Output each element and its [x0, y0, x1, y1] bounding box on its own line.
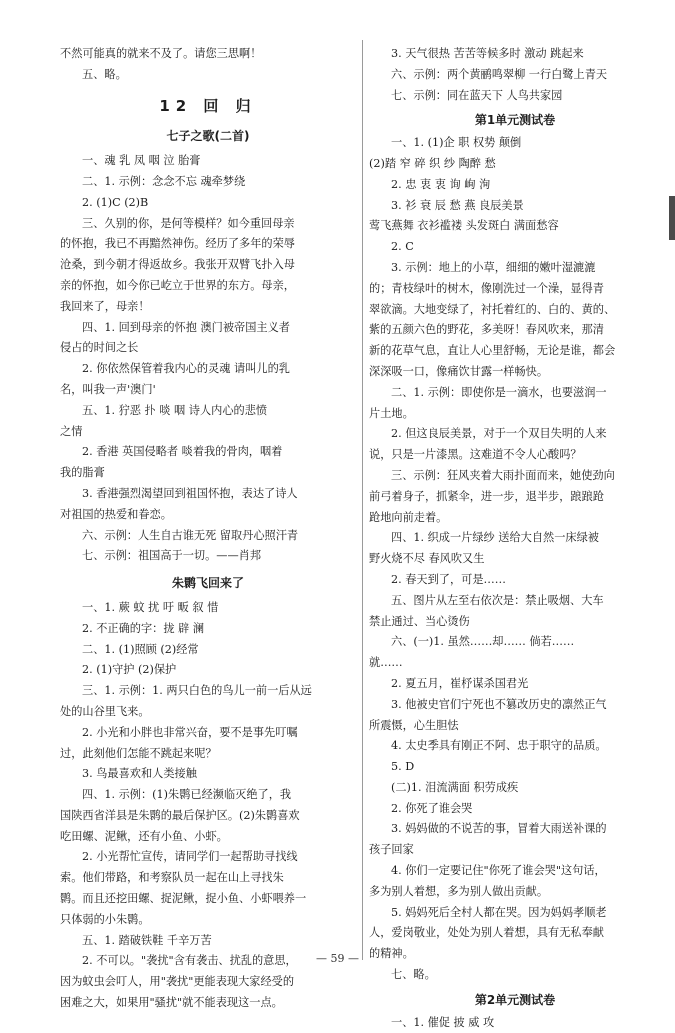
answer-line: 深深吸一口，像痛饮甘露一样畅快。 — [369, 364, 549, 378]
answer-line: 七、略。 — [391, 968, 436, 982]
answer-line: 四、1. 织成一片绿纱 送给大自然一床绿被 — [391, 531, 599, 545]
answer-line: 4. 太史季具有刚正不阿、忠于职守的品质。 — [391, 739, 607, 753]
answer-line: 因为蚊虫会叮人，用"袭扰"更能表现大家经受的 — [60, 975, 295, 989]
answer-line: 翠欲滴。大地变绿了，衬托着红的、白的、黄的、 — [369, 302, 616, 316]
answer-line: 5. 妈妈死后全村人都在哭。因为妈妈孝顺老 — [391, 905, 607, 919]
answer-line: 人，爱岗敬业，处处为别人着想，具有无私奉献 — [369, 926, 604, 940]
answer-line: 2. 不可以。"袭扰"含有袭击、扰乱的意思， — [82, 954, 297, 968]
answer-line: 名，叫我一声'澳门' — [60, 382, 156, 396]
answer-line: 之情 — [60, 424, 83, 438]
answer-line: 的怀抱，我已不再黯然神伤。经历了多年的荣辱 — [60, 237, 295, 251]
answer-line: 3. 天气很热 苦苦等候多时 激动 跳起来 — [391, 47, 584, 60]
answer-line: 片土地。 — [369, 406, 414, 420]
answer-line: 一、魂 乳 凤 咽 泣 胎膏 — [82, 154, 201, 168]
answer-line: 六、示例：两个黄鹂鸣翠柳 一行白鹭上青天 — [391, 67, 608, 81]
answer-line: 3. 妈妈做的不说苦的事，冒着大雨送补课的 — [391, 822, 607, 836]
left-column — [60, 44, 356, 1014]
page-edge-tab — [669, 196, 675, 240]
answer-line: 困难之大，如果用"骚扰"就不能表现这一点。 — [60, 996, 283, 1010]
column-divider — [362, 40, 363, 960]
answer-line: 五、图片从左至右依次是：禁止吸烟、大车 — [391, 593, 604, 607]
answer-line: 只体弱的小朱鹮。 — [60, 912, 150, 926]
unit-test-title: 第1单元测试卷 — [474, 113, 556, 128]
answer-line: 侵占的时间之长 — [60, 341, 139, 355]
answer-line: 一、1. 催促 披 威 攻 — [391, 1015, 495, 1029]
answer-line: 三、1. 示例：1. 两只白色的鸟儿一前一后从远 — [82, 684, 312, 698]
answer-line: 3. 衫 衰 辰 愁 燕 良辰美景 — [391, 198, 524, 212]
answer-line: 五、1. 踏破铁鞋 千辛万苦 — [82, 933, 212, 947]
answer-line: 新的花草气息，直让人心里舒畅，无论是谁，都会 — [369, 344, 616, 358]
answer-line: 多为别人着想，多为别人做出贡献。 — [369, 884, 549, 898]
answer-line: 所震慑，心生胆怯 — [369, 718, 459, 732]
right-column — [369, 44, 661, 1033]
answer-line: 国陕西省洋县是朱鹮的最后保护区。(2)朱鹮喜欢 — [60, 808, 300, 822]
answer-line: 的；青枝绿叶的树木，像刚洗过一个澡，显得青 — [369, 281, 604, 295]
answer-line: 3. 鸟最喜欢和人类接触 — [82, 767, 197, 781]
answer-line: 五、1. 狞恶 扑 啖 咽 诗人内心的悲愤 — [82, 403, 268, 417]
answer-line: (2)踏 窄 碎 织 纱 陶醉 愁 — [369, 156, 496, 170]
answer-line: (二)1. 泪流满面 积劳成疾 — [391, 780, 519, 794]
answer-line: 索。他们带路，和考察队员一起在山上寻找朱 — [60, 871, 284, 885]
answer-line: 三、久别的你，是何等模样？如今重回母亲 — [82, 216, 295, 230]
answer-line: 吃田螺、泥鳅，还有小鱼、小虾。 — [60, 829, 228, 843]
answer-line: 跄地向前走着。 — [369, 510, 448, 524]
answer-line: 过，此刻他们怎能不跳起来呢？ — [60, 746, 217, 760]
answer-line: 禁止通过、当心烫伤 — [369, 614, 470, 628]
answer-line: 3. 他被史官们宁死也不篡改历史的凛然正气 — [391, 697, 607, 711]
answer-line: 2. 你依然保管着我内心的灵魂 请叫儿的乳 — [82, 362, 290, 376]
answer-line: 2. 不正确的字：拢 辟 澜 — [82, 621, 205, 635]
answer-line: 紫的五颜六色的野花，多美呀！春风吹来，那清 — [369, 323, 604, 337]
answer-line: 二、1. 示例：念念不忘 魂牵梦绕 — [82, 174, 246, 188]
section-title: 七子之歌(二首) — [166, 129, 250, 144]
page-number: — 59 — — [316, 952, 359, 965]
answer-line: 我回来了，母亲！ — [60, 299, 150, 313]
answer-line: 2. C — [391, 240, 414, 254]
answer-line: 四、1. 示例：(1)朱鹮已经濒临灭绝了，我 — [82, 788, 292, 802]
answer-line: 2. 夏五月，崔杼谋杀国君光 — [391, 676, 529, 690]
answer-line: 2. 小光和小胖也非常兴奋，要不是事先叮嘱 — [82, 725, 298, 739]
answer-line: 2. 春天到了，可是…… — [391, 572, 506, 586]
answer-line: 处的山谷里飞来。 — [60, 704, 150, 718]
answer-line: 七、示例：同在蓝天下 人鸟共家园 — [391, 88, 563, 102]
answer-line: 莺飞燕舞 衣衫褴褛 头发斑白 满面愁容 — [369, 219, 559, 233]
answer-line: 一、1. 蕨 蚊 扰 吁 畈 叙 惜 — [82, 600, 219, 614]
answer-line: 3. 示例：地上的小草，细细的嫩叶湿漉漉 — [391, 260, 596, 274]
answer-line: 六、示例：人生自古谁无死 留取丹心照汗青 — [82, 528, 299, 542]
answer-line: 2. 你死了谁会哭 — [391, 801, 473, 815]
answer-line: 孩子回家 — [369, 843, 414, 857]
answer-line: 2. 香港 英国侵略者 啖着我的骨肉，咽着 — [82, 445, 283, 459]
answer-line: 2. (1)C (2)B — [82, 195, 149, 209]
answer-line: 2. 但这良辰美景，对于一个双目失明的人来 — [391, 427, 607, 441]
answer-line: 前弓着身子，抓紧伞，进一步，退半步，踉踉跄 — [369, 489, 604, 503]
answer-line: 2. (1)守护 (2)保护 — [82, 663, 177, 677]
answer-line: 2. 忠 衷 衷 询 峋 洵 — [391, 177, 491, 191]
answer-line: 2. 小光帮忙宣传，请同学们一起帮助寻找线 — [82, 850, 298, 864]
section-title: 朱鹮飞回来了 — [171, 576, 244, 591]
answer-line: 二、1. 示例：即使你是一滴水，也要滋润一 — [391, 385, 607, 399]
unit-test-title: 第2单元测试卷 — [474, 992, 556, 1007]
answer-line: 4. 你们一定要记住"你死了谁会哭"这句话， — [391, 864, 606, 878]
answer-line: 五、略。 — [82, 67, 127, 81]
answer-line: 不然可能真的就来不及了。请您三思啊！ — [60, 47, 262, 60]
answer-line: 一、1. (1)企 职 权势 颠倒 — [391, 136, 522, 150]
answer-line: 说，只是一片漆黑。这难道不令人心酸吗？ — [369, 448, 582, 462]
answer-line: 对祖国的热爱和眷恋。 — [60, 507, 172, 521]
answer-line: 四、1. 回到母亲的怀抱 澳门被帝国主义者 — [82, 320, 290, 334]
answer-line: 沧桑，到今朝才得返故乡。我张开双臂飞扑入母 — [60, 258, 295, 272]
lesson-title: 12 回 归 — [159, 96, 257, 115]
answer-line: 我的脂膏 — [60, 466, 105, 480]
answer-line: 3. 香港强烈渴望回到祖国怀抱，表达了诗人 — [82, 486, 298, 500]
answer-line: 野火烧不尽 春风吹又生 — [369, 552, 485, 566]
answer-line: 亲的怀抱，如今你已屹立于世界的东方。母亲， — [60, 278, 295, 292]
answer-line: 鹮。而且还挖田螺、捉泥鳅，捉小鱼、小虾喂养一 — [60, 892, 307, 906]
answer-line: 六、(一)1. 虽然……却…… 倘若…… — [391, 635, 575, 649]
answer-line: 七、示例：祖国高于一切。——肖邦 — [82, 549, 262, 563]
answer-line: 就…… — [369, 656, 403, 670]
answer-line: 三、示例：狂风夹着大雨扑面而来，她使劲向 — [391, 468, 615, 482]
answer-line: 二、1. (1)照顾 (2)经常 — [82, 642, 199, 656]
answer-line: 的精神。 — [369, 947, 414, 961]
answer-line: 5. D — [391, 760, 415, 774]
